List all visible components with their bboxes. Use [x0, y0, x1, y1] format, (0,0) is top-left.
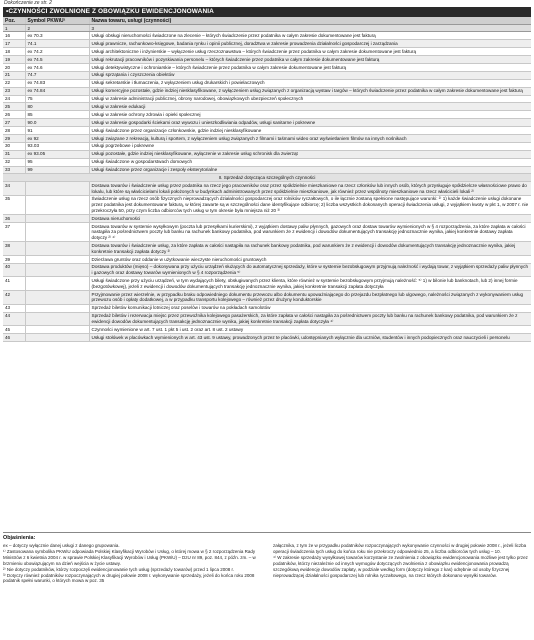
- table-row: [3, 95, 531, 103]
- cell-name: Usługi architektoniczne i inżynierskie – wyłączenie usług rzeczoznawstwa – których świadczenie przez podatnika w całym zakresie dokumentowane jest fakturą: [89, 48, 531, 56]
- footnote: załącznika, z tym że w przypadku podatników rozpoczynających wykonywanie czynności w drugiej połowie 2008 r., jeżeli liczba operacji świadczenia tych usług do końca roku nie przekroczy odpowiednio 25, a liczba odbiorców tych usług – 10.: [273, 543, 527, 554]
- table-header-row: [3, 17, 531, 25]
- cell-symbol: [25, 277, 89, 291]
- section-heading: II. Sprzedaż dotycząca szczególnych czynności: [3, 174, 531, 182]
- cell-name: Usługi prawnicze, rachunkowo-księgowe, badania rynku i opinii publicznej, doradztwa w zakresie prowadzenia działalności gospodarczej i zarządzania: [89, 40, 531, 48]
- table-row: [3, 119, 531, 127]
- footnotes-left-column: [3, 543, 261, 584]
- cell-symbol: [25, 242, 89, 256]
- cell-poz: 43: [3, 304, 25, 312]
- cell-symbol: 93.03: [25, 142, 89, 150]
- table-row: [3, 334, 531, 342]
- cell-symbol: [25, 304, 89, 312]
- cell-name: Usługi w zakresie administracji publicznej, obrony narodowej, obowiązkowych ubezpieczeń społecznych: [89, 95, 531, 103]
- cell-poz: 35: [3, 195, 25, 214]
- table-row: [3, 255, 531, 263]
- table-row: [3, 242, 531, 256]
- col-number: 3: [89, 25, 531, 32]
- cell-name: Usługi sekretarskie i tłumaczenia, z wyłączeniem usług drukarskich i powielaczowych: [89, 79, 531, 87]
- table-row: [3, 182, 531, 196]
- table-row: [3, 127, 531, 135]
- header-poz: Poz.: [3, 17, 25, 25]
- page-subtitle: Dokończenie ze str. 2: [4, 0, 52, 6]
- footnote: ³⁾ Dotyczy również podatników rozpoczynających w drugiej połowie 2008 r. wykonywanie sprzedaży, jeżeli do końca roku 2008 podatnik spełni warunki, o których mowa w poz. 35: [3, 572, 255, 584]
- cell-symbol: [25, 195, 89, 214]
- table-row: [3, 326, 531, 334]
- cell-poz: 31: [3, 150, 25, 158]
- cell-symbol: 91: [25, 127, 89, 135]
- cell-symbol: ex 70.3: [25, 32, 89, 40]
- cell-name: Usługi rekrutacji pracowników i pozyskiwania personelu – których świadczenie przez podatnika w całym zakresie dokumentowane jest fakturą: [89, 56, 531, 64]
- table-row: [3, 71, 531, 79]
- cell-poz: 42: [3, 291, 25, 305]
- cell-name: Usługi świadczone przez organizacje członkowskie, gdzie indziej niesklasyfikowane: [89, 127, 531, 135]
- cell-name: Dzierżawa gruntów oraz oddanie w użytkowanie wieczyste nieruchomości gruntowych: [89, 255, 531, 263]
- cell-symbol: 99: [25, 166, 89, 174]
- cell-poz: 22: [3, 79, 25, 87]
- cell-poz: 45: [3, 326, 25, 334]
- cell-name: Świadczenie usług na rzecz osób fizycznych nieprowadzących działalności gospodarczej oraz rolników ryczałtowych, o ile łącznie zostaną spełnione następujące warunki: ²⁾ 1) każde świadczenie usługi dokonane przez podatnika jest dokumentowane fakturą, w której zawarte są w szczególności dane identyfikujące odbiorcę; 2) liczba wszystkich dokonanych operacji świadczenia usługi, z wyjątkiem kwoty w pkt 1, w 2007 r. nie przekroczyła 50, przy czym liczba odbiorców tych usług w tym okresie była mniejsza niż 20 ³⁾: [89, 195, 531, 214]
- cell-name: Usługi świadczone przy użyciu urządzeń, w tym wydających bilety, obsługiwanych przez klienta, które również w systemie bezobsługowym przyjmują należność: ⁵⁾ 1) w bilonie lub banknotach, lub 2) innej formie (bezgotówkowej), jeżeli z ewidencji i dowodów dokumentujących transakcję jednoznacznie wynika, jakiej konkretnie transakcji zapłata dotyczyła: [89, 277, 531, 291]
- table-row: [3, 56, 531, 64]
- table-row: [3, 215, 531, 223]
- col-number: 2: [25, 25, 89, 32]
- footnote: ⁴⁾ W zakresie sprzedaży wysyłkowej towarów korzystanie ze zwolnienia z obowiązku ewidencjonowania możliwe jest tylko przez podatników, którzy niezależnie od innych wymogów dotyczących zwolnienia z obowiązku ewidencjonowania prowadzą szczegółową ewidencję dowodów zapłaty, w podziale według form (dotyczy którego z kas) odrębnie od osoby fizycznej nieprowadzącej działalności gospodarczej lub rolnika ryczałtowego, na rzecz których dokonano wysyłki towarów.: [273, 554, 528, 578]
- cell-symbol: 75: [25, 95, 89, 103]
- section-row: [3, 174, 531, 182]
- cell-poz: 27: [3, 119, 25, 127]
- cell-poz: 16: [3, 32, 25, 40]
- cell-poz: 24: [3, 95, 25, 103]
- document-page: [3, 0, 531, 640]
- cell-name: Usługi komercyjne pozostałe, gdzie indziej niesklasyfikowane, z wyłączeniem usług związanych z organizacją wystaw i targów – których świadczenie przez podatnika w całym zakresie dokumentowane jest fakturą: [89, 87, 531, 95]
- table-row: [3, 166, 531, 174]
- cell-symbol: [25, 312, 89, 326]
- cell-name: Dostawa towarów i świadczenie usług przez podatnika na rzecz jego pracowników oraz przez spółdzielnie mieszkaniowe na rzecz członków lub innych osób, których przysługuje spółdzielcze własnościowe prawo do lokalu, lub które są właścicielami lokali położonych w budynkach administrowanych przez spółdzielnie mieszkaniowe, jak również przez wspólnoty mieszkaniowe na rzecz właścicieli lokali ²⁾: [89, 182, 531, 196]
- cell-name: Usługi świadczone w gospodarstwach domowych: [89, 158, 531, 166]
- cell-name: Dostawa produktów (mięso) – dokonywana przy użyciu urządzeń służących do automatycznej sprzedaży, które w systemie bezobsługowym przyjmują należność i wydają towar, z wyjątkiem sprzedaży paliw płynnych i gazowych oraz dostawy towarów wymienionych w § 4 rozporządzenia ⁵⁾: [89, 263, 531, 277]
- cell-symbol: [25, 182, 89, 196]
- header-name: Nazwa towaru, usługi (czynności): [89, 17, 531, 25]
- cell-poz: 34: [3, 182, 25, 196]
- cell-poz: 41: [3, 277, 25, 291]
- table-row: [3, 195, 531, 214]
- table-row: [3, 291, 531, 305]
- table-row: [3, 142, 531, 150]
- cell-symbol: ex 92: [25, 134, 89, 142]
- cell-symbol: ex 93.05: [25, 150, 89, 158]
- table-row: [3, 103, 531, 111]
- cell-name: Przyjmowanie przez wierzelnie, w przypadku braku odpowiedniego dokumentu przewozu albo dokumentu upoważniającego do przejazdu bezpłatnego lub ulgowego, należności związanych z wykonywaniem usług przewozu osób i opłaty dodatkowej, a w przypadku transportu kolejowego – również przez drużyny konduktorskie: [89, 291, 531, 305]
- col-number: 1: [3, 25, 25, 32]
- cell-name: Sprzedaż biletów komunikacji lotniczej oraz poselów i towarów na pokładach samolotów: [89, 304, 531, 312]
- cell-poz: 36: [3, 215, 25, 223]
- cell-symbol: [25, 215, 89, 223]
- cell-name: Czynności wymienione w art. 7 ust. 1 pkt 5 i ust. 2 oraz art. 8 ust. 2 ustawy: [89, 326, 531, 334]
- cell-poz: 18: [3, 48, 25, 56]
- cell-name: Usługi w zakresie gospodarki ściekami oraz wywozu i unieszkodliwiania odpadów, usługi sanitarne i pokrewne: [89, 119, 531, 127]
- cell-poz: 29: [3, 134, 25, 142]
- cell-name: Dostawa towarów i świadczenie usług, za które zapłata w całości nastąpiła na rachunek bankowy podatnika, pod warunkiem że z ewidencji i dowodów dokumentujących transakcję jednoznacznie wynika, jakiej konkretnie transakcji zapłata dotyczy ²⁾: [89, 242, 531, 256]
- table-row: [3, 79, 531, 87]
- cell-poz: 23: [3, 87, 25, 95]
- cell-symbol: 80: [25, 103, 89, 111]
- footnotes: [3, 535, 531, 584]
- cell-symbol: 90.0: [25, 119, 89, 127]
- cell-poz: 25: [3, 103, 25, 111]
- cell-name: Usługi sprzątania i czyszczenia obiektów: [89, 71, 531, 79]
- cell-name: Usługi detektywistyczne i ochroniarskie – których świadczenie przez podatnika w całym zakresie dokumentowane jest fakturą: [89, 63, 531, 71]
- cell-name: Usługi w zakresie ochrony zdrowia i opieki społecznej: [89, 111, 531, 119]
- cell-symbol: 74.1: [25, 40, 89, 48]
- table-row: [3, 263, 531, 277]
- cell-symbol: [25, 223, 89, 242]
- exemption-table: [3, 17, 531, 342]
- cell-name: Usługi pogrzebowe i pokrewne: [89, 142, 531, 150]
- table-row: [3, 32, 531, 40]
- cell-symbol: ex 74.83: [25, 79, 89, 87]
- cell-name: Usługi związane z rekreacją, kulturą i sportem, z wyłączeniem usług związanych z filmami i taśmami wideo oraz wyświetlaniem filmów na innych nośnikach: [89, 134, 531, 142]
- table-row: [3, 87, 531, 95]
- divider: [3, 532, 531, 533]
- cell-poz: 46: [3, 334, 25, 342]
- footnotes-title: Objaśnienia:: [3, 535, 36, 541]
- table-row: [3, 48, 531, 56]
- footnote: ex – dotyczy wyłącznie danej usługi z danego grupowania.: [3, 543, 120, 548]
- table-row: [3, 134, 531, 142]
- cell-poz: 20: [3, 63, 25, 71]
- cell-poz: 21: [3, 71, 25, 79]
- table-number-row: [3, 25, 531, 32]
- cell-name: Usługi stołówek w placówkach wymienionych w art. 43 ust. 9 ustawy, prowadzonych przez te placówki, udostępnianych wyłącznie dla uczniów, studentów i innych podopiecznych oraz nauczycieli i personelu: [89, 334, 531, 342]
- table-row: [3, 158, 531, 166]
- cell-symbol: [25, 291, 89, 305]
- cell-poz: 26: [3, 111, 25, 119]
- cell-poz: 40: [3, 263, 25, 277]
- cell-symbol: ex 74.6: [25, 63, 89, 71]
- table-row: [3, 223, 531, 242]
- cell-symbol: ex 74.84: [25, 87, 89, 95]
- cell-name: Sprzedaż biletów i rezerwacja miejsc przez przewoźnika kolejowego pasażerskich, za które zapłata w całości nastąpiła za pośrednictwem poczty lub banku na rachunek bankowy podatnika, pod warunkiem że z ewidencji dowodów dokumentujących transakcję jednoznacznie wynika, jakiej konkretnie transakcji zapłata dotyczyła ⁴⁾: [89, 312, 531, 326]
- cell-name: Dostawa towarów w systemie wysyłkowym (poczta lub przesyłkami kurierskimi), z wyjątkiem dostawy paliw płynnych, gazowych oraz dostaw towarów wymienionych w § 4 rozporządzenia, za które zapłata w całości nastąpiła za pośrednictwem poczty lub banku na rachunek bankowy podatnika, pod warunkiem że z ewidencji i dowodów dokumentujących transakcję jednoznacznie wynika, jakiej konkretnie dostawy zapłata dotyczy ²⁾ ⁴⁾: [89, 223, 531, 242]
- cell-poz: 37: [3, 223, 25, 242]
- table-row: [3, 63, 531, 71]
- table-row: [3, 40, 531, 48]
- table-row: [3, 111, 531, 119]
- cell-symbol: ex 74.2: [25, 48, 89, 56]
- cell-name: Usługi świadczone przez organizacje i zespoły eksterytorialne: [89, 166, 531, 174]
- cell-symbol: ex 74.5: [25, 56, 89, 64]
- cell-poz: 17: [3, 40, 25, 48]
- footnote: ²⁾ Nie dotyczy podatników, którzy rozpoczęli ewidencjonowanie tych usług (sprzedaży towarów) przed 1 lipca 2008 r.: [3, 566, 234, 572]
- cell-poz: 19: [3, 56, 25, 64]
- cell-symbol: 74.7: [25, 71, 89, 79]
- cell-symbol: [25, 263, 89, 277]
- footnotes-right-column: [273, 543, 531, 584]
- cell-symbol: [25, 334, 89, 342]
- cell-poz: 39: [3, 255, 25, 263]
- cell-symbol: 95: [25, 158, 89, 166]
- cell-symbol: 85: [25, 111, 89, 119]
- cell-poz: 32: [3, 158, 25, 166]
- cell-name: Usługi obsługi nieruchomości świadczone na zlecenie – których świadczenie przez podatnika w całym zakresie dokumentowane jest fakturą: [89, 32, 531, 40]
- table-row: [3, 150, 531, 158]
- cell-poz: 44: [3, 312, 25, 326]
- footnote: ¹⁾ Zastosowana symbolika PKWiU odpowiada Polskiej Klasyfikacji Wyrobów i Usług, o której mowa w § 2 rozporządzenia Rady Ministrów z 6 kwietnia 2004 r. w sprawie Polskiej Klasyfikacji Wyrobów i Usług (PKWiU) – DzU nr 89, poz. 844, z późn. zm. – w brzmieniu obowiązującym na dzień wejścia w życie ustawy.: [3, 548, 256, 566]
- table-row: [3, 304, 531, 312]
- header-symbol: Symbol PKWiU¹: [25, 17, 89, 25]
- section-banner: •CZYNNOŚCI ZWOLNIONE Z OBOWIĄZKU EWIDENCJONOWANIA: [3, 7, 531, 17]
- table-body: [3, 32, 531, 342]
- cell-name: Dostawa nieruchomości: [89, 215, 531, 223]
- cell-poz: 33: [3, 166, 25, 174]
- table-row: [3, 277, 531, 291]
- table-row: [3, 312, 531, 326]
- cell-poz: 38: [3, 242, 25, 256]
- cell-poz: 28: [3, 127, 25, 135]
- cell-poz: 30: [3, 142, 25, 150]
- cell-symbol: [25, 326, 89, 334]
- cell-symbol: [25, 255, 89, 263]
- cell-name: Usługi pozostałe, gdzie indziej niesklasyfikowane, wyłączenie w zakresie usług schronisk dla zwierząt: [89, 150, 531, 158]
- cell-name: Usługi w zakresie edukacji: [89, 103, 531, 111]
